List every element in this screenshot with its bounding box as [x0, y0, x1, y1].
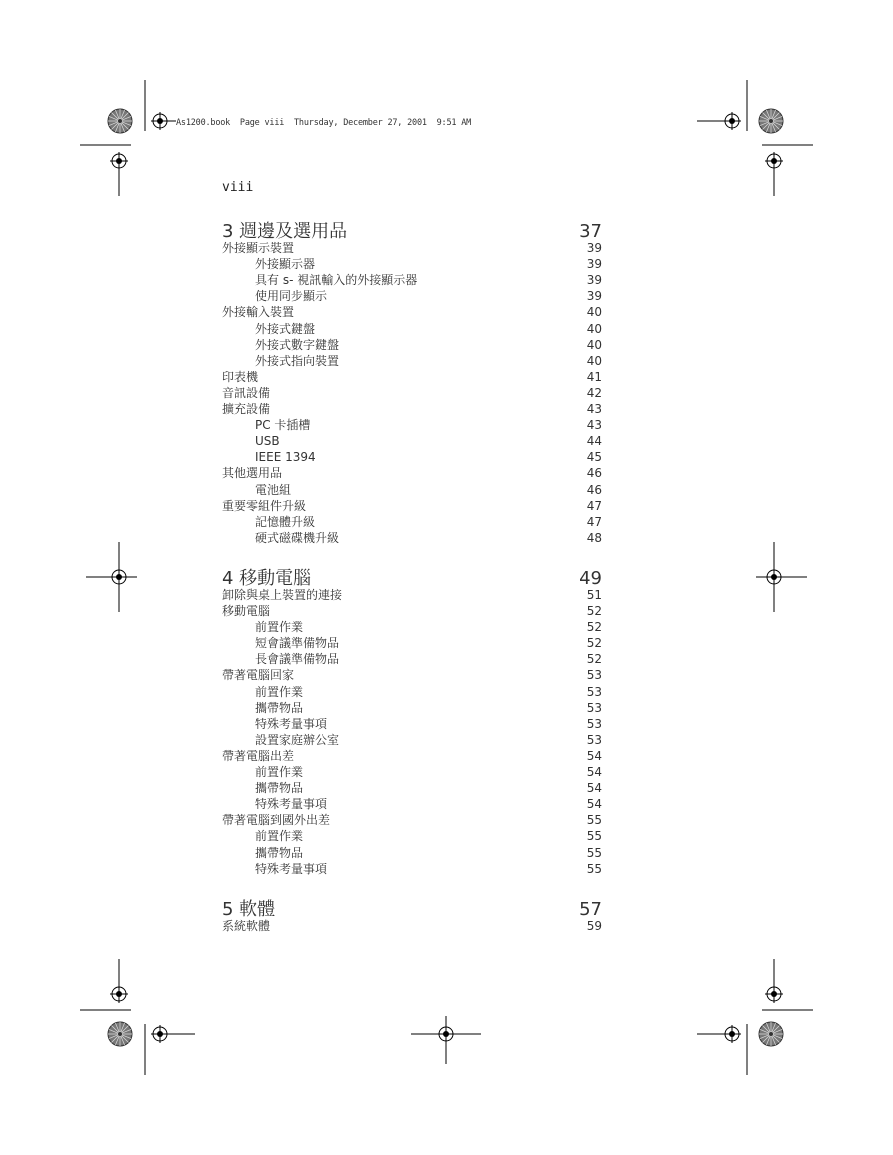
toc-entry	[222, 433, 602, 449]
toc-entry-page: 42	[586, 385, 602, 400]
toc-entry-title: 音訊設備	[222, 385, 271, 400]
toc-entry-page: 54	[586, 781, 602, 796]
toc-entry	[222, 619, 602, 635]
toc-entry-title: 攜帶物品	[255, 700, 304, 715]
toc-entry-page: 53	[586, 684, 602, 699]
toc-entry	[222, 401, 602, 417]
toc-entry-title: 移動電腦	[222, 604, 271, 618]
toc-entry-title: 卸除與桌上裝置的連接	[222, 587, 343, 602]
toc-entry-page: 52	[586, 604, 602, 618]
toc-entry-title: 3 週邊及選用品	[222, 221, 348, 242]
toc-entry	[222, 465, 602, 481]
toc-entry-page: 59	[586, 918, 602, 933]
toc-entry	[222, 732, 602, 748]
toc-entry-page: 40	[586, 353, 602, 368]
toc-entry-page: 44	[586, 434, 602, 449]
toc-entry-title: 電池組	[255, 482, 292, 497]
toc-entry-page: 55	[586, 861, 602, 876]
toc-entry	[222, 369, 602, 385]
toc-entry-title: 前置作業	[255, 620, 304, 635]
toc-entry	[222, 272, 602, 288]
toc-entry-title: PC 卡插槽	[255, 418, 311, 433]
toc-entry-title: 外接輸入裝置	[222, 305, 295, 320]
toc-entry	[222, 587, 602, 603]
toc-entry-page: 47	[586, 498, 602, 513]
toc-entry-title: 設置家庭辦公室	[255, 732, 340, 747]
toc-entry-title: 長會議準備物品	[255, 652, 340, 667]
print-header: As1200.book Page viii Thursday, December 27, 2001 9:51 AM	[176, 118, 472, 128]
toc-entry-title: 外接顯示裝置	[222, 241, 295, 255]
toc-entry-title: 特殊考量事項	[255, 716, 328, 731]
toc-entry	[222, 845, 602, 861]
toc-entry-title: 外接式鍵盤	[255, 321, 316, 336]
toc-entry-title: 系統軟體	[222, 918, 271, 933]
toc-entry	[222, 353, 602, 369]
toc-entry	[222, 240, 602, 256]
toc-entry-page: 54	[586, 765, 602, 779]
toc-entry	[222, 482, 602, 498]
toc-entry-title: USB	[255, 434, 280, 449]
toc-entry-page: 47	[586, 514, 602, 529]
toc-entry	[222, 828, 602, 844]
toc-entry	[222, 530, 602, 546]
toc-entry	[222, 635, 602, 651]
toc-entry-title: 具有 s- 視訊輸入的外接顯示器	[255, 273, 418, 288]
toc-entry-title: 外接顯示器	[255, 257, 316, 272]
toc-entry-title: 其他選用品	[222, 466, 283, 481]
toc-entry-page: 40	[586, 321, 602, 336]
toc-entry-page: 53	[586, 668, 602, 683]
toc-entry	[222, 716, 602, 732]
toc-entry-page: 55	[586, 845, 602, 860]
toc-entry-title: 使用同步顯示	[255, 289, 328, 304]
toc-entry	[222, 417, 602, 433]
toc-entry-page: 37	[579, 221, 602, 242]
toc-entry-title: 帶著電腦出差	[222, 748, 295, 763]
toc-entry-title: IEEE 1394	[255, 450, 316, 465]
toc-entry-page: 53	[586, 700, 602, 715]
toc-entry-page: 43	[586, 402, 602, 416]
page-number: viii	[222, 180, 254, 195]
toc-entry-page: 40	[586, 305, 602, 320]
toc-entry	[222, 796, 602, 812]
toc-entry-page: 51	[586, 587, 602, 602]
toc-entry-title: 前置作業	[255, 765, 304, 779]
toc-entry-title: 特殊考量事項	[255, 797, 328, 812]
toc-entry-title: 印表機	[222, 369, 259, 384]
toc-entry-title: 4 移動電腦	[222, 567, 312, 589]
toc-entry-title: 攜帶物品	[255, 845, 304, 860]
toc-entry	[222, 748, 602, 764]
toc-entry-page: 39	[586, 241, 602, 255]
toc-entry	[222, 385, 602, 401]
toc-entry-page: 54	[586, 797, 602, 812]
toc-entry-title: 前置作業	[255, 684, 304, 699]
toc-entry	[222, 684, 602, 700]
toc-entry	[222, 667, 602, 683]
toc-entry-page: 45	[586, 450, 602, 465]
toc-entry-page: 52	[586, 652, 602, 667]
toc-entry	[222, 603, 602, 619]
toc-entry-page: 48	[586, 530, 602, 545]
toc-entry-title: 帶著電腦到國外出差	[222, 813, 331, 828]
toc-entry-page: 39	[586, 289, 602, 304]
toc-entry-page: 40	[586, 337, 602, 352]
toc-entry-title: 特殊考量事項	[255, 861, 328, 876]
toc-entry-title: 短會議準備物品	[255, 636, 340, 651]
toc-entry-page: 53	[586, 716, 602, 731]
toc-entry	[222, 288, 602, 304]
toc-entry-title: 攜帶物品	[255, 781, 304, 796]
toc-entry-page: 46	[586, 466, 602, 481]
toc-entry-title: 硬式磁碟機升級	[255, 530, 340, 545]
toc-entry-page: 52	[586, 636, 602, 651]
toc-entry-page: 54	[586, 748, 602, 763]
toc-entry-page: 46	[586, 482, 602, 497]
toc-entry-page: 39	[586, 273, 602, 288]
toc-entry-title: 重要零組件升級	[222, 498, 307, 513]
toc-entry-title: 記憶體升級	[255, 514, 316, 529]
toc-entry-page: 53	[586, 732, 602, 747]
toc-entry-page: 57	[579, 898, 602, 920]
toc-entry-title: 5 軟體	[222, 898, 276, 920]
toc-entry	[222, 337, 602, 353]
toc-entry	[222, 449, 602, 465]
toc-entry	[222, 514, 602, 530]
toc-entry-title: 外接式數字鍵盤	[255, 337, 340, 352]
toc-entry	[222, 498, 602, 514]
toc-entry-title: 外接式指向裝置	[255, 353, 340, 368]
toc-entry	[222, 780, 602, 796]
toc-entry	[222, 651, 602, 667]
toc-entry-page: 49	[579, 567, 602, 589]
toc-entry	[222, 918, 602, 934]
toc-entry-page: 43	[586, 418, 602, 433]
toc-entry-title: 擴充設備	[222, 402, 271, 416]
toc-entry-page: 41	[586, 369, 602, 384]
toc-entry-page: 55	[586, 813, 602, 828]
toc-entry	[222, 304, 602, 320]
toc-entry	[222, 764, 602, 780]
toc-entry-page: 52	[586, 620, 602, 635]
toc-entry	[222, 861, 602, 877]
toc-entry	[222, 700, 602, 716]
toc-entry	[222, 812, 602, 828]
toc-entry	[222, 256, 602, 272]
toc-entry	[222, 321, 602, 337]
toc-entry-title: 前置作業	[255, 829, 304, 844]
toc-entry-page: 55	[586, 829, 602, 844]
toc-entry-page: 39	[586, 257, 602, 272]
toc-entry-title: 帶著電腦回家	[222, 668, 295, 683]
